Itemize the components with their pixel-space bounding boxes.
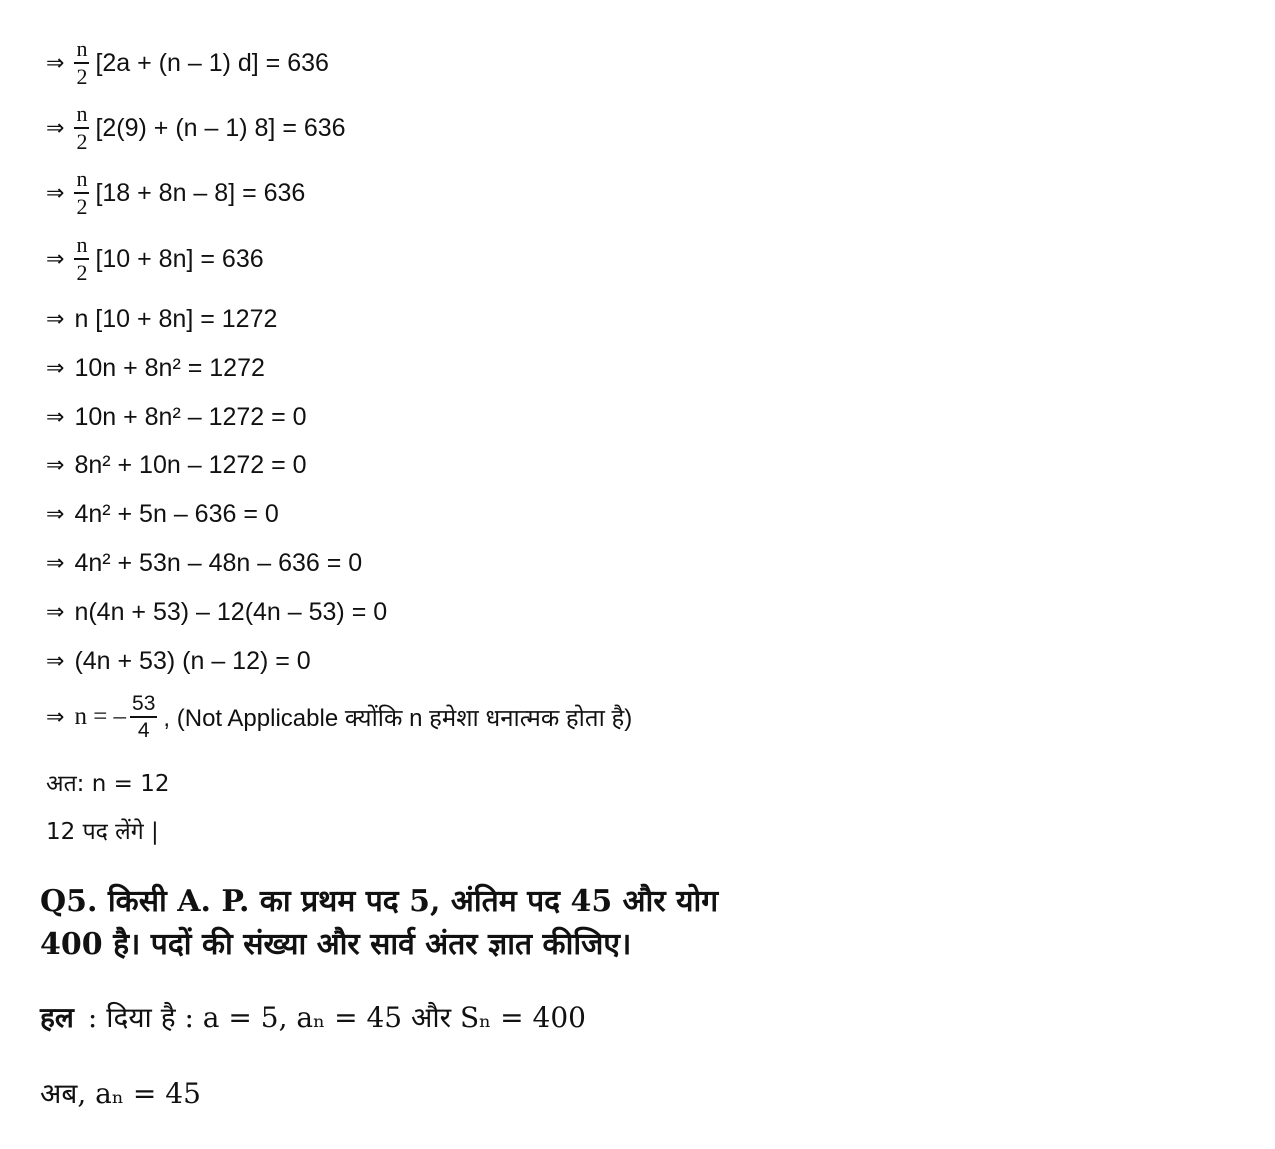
step-expression: n [10 + 8n] = 1272 [74, 305, 278, 333]
step-expression: [2a + (n – 1) d] = 636 [95, 48, 329, 77]
step-expression: 4n² + 53n – 48n – 636 = 0 [74, 549, 363, 577]
fraction-n-over-2: $\frac{n}{2}$ [76, 101, 88, 154]
solution-label: हल [40, 1001, 74, 1034]
solution-given [40, 998, 586, 1036]
question-line-2: 400 है। पदों की संख्या और सार्व अंतर ज्ञात कीजिए। [40, 927, 632, 962]
final-note: , (Not Applicable क्योंकि n हमेशा धनात्मक होता है) [163, 704, 633, 732]
implies-symbol: ⇒ [46, 307, 65, 332]
fraction-n-over-2: $\frac{n}{2}$ [76, 232, 88, 285]
result-line: अत: n = 12 [46, 771, 170, 797]
step-7 [46, 403, 307, 432]
step-4 [46, 234, 264, 284]
step-2 [46, 103, 346, 153]
step-expression: 8n² + 10n – 1272 = 0 [74, 451, 307, 479]
step-11 [46, 598, 387, 627]
step-expression: 10n + 8n² – 1272 = 0 [74, 403, 307, 431]
implies-symbol: ⇒ [46, 356, 65, 381]
step-10 [46, 549, 362, 578]
step-8 [46, 451, 307, 480]
fraction-n-over-2: $\frac{n}{2}$ [76, 36, 88, 89]
question-text [40, 880, 718, 966]
step-6 [46, 354, 265, 383]
step-3 [46, 168, 305, 218]
fraction-53-over-4: $\frac{53}{4}$ [132, 692, 156, 742]
step-expression: 10n + 8n² = 1272 [74, 354, 265, 382]
implies-symbol: ⇒ [46, 551, 65, 576]
question-line-1: Q5. किसी A. P. का प्रथम पद 5, अंतिम पद 45 और योग [40, 884, 719, 919]
implies-symbol: ⇒ [46, 405, 65, 430]
implies-symbol: ⇒ [46, 649, 65, 674]
step-12 [46, 647, 311, 676]
step-expression: [18 + 8n – 8] = 636 [95, 178, 306, 207]
step-expression: 4n² + 5n – 636 = 0 [74, 500, 279, 528]
step-5 [46, 305, 277, 334]
implies-symbol: ⇒ [46, 704, 65, 730]
implies-symbol: ⇒ [46, 115, 65, 141]
implies-symbol: ⇒ [46, 180, 65, 206]
step-9 [46, 500, 279, 529]
solution-given-text: : दिया है : a = 5, aₙ = 45 और Sₙ = 400 [87, 1001, 586, 1034]
implies-symbol: ⇒ [46, 600, 65, 625]
step-expression: n(4n + 53) – 12(4n – 53) = 0 [74, 598, 388, 626]
step-1 [46, 38, 329, 88]
implies-symbol: ⇒ [46, 50, 65, 76]
final-prefix: n = – [74, 703, 127, 730]
implies-symbol: ⇒ [46, 453, 65, 478]
solution-next: अब, aₙ = 45 [40, 1077, 201, 1110]
step-expression: [10 + 8n] = 636 [95, 244, 264, 273]
fraction-n-over-2: $\frac{n}{2}$ [76, 166, 88, 219]
implies-symbol: ⇒ [46, 246, 65, 272]
step-expression: (4n + 53) (n – 12) = 0 [74, 647, 311, 675]
terms-line: 12 पद लेंगे | [46, 819, 159, 845]
implies-symbol: ⇒ [46, 502, 65, 527]
step-final [46, 693, 632, 741]
step-expression: [2(9) + (n – 1) 8] = 636 [95, 113, 346, 142]
